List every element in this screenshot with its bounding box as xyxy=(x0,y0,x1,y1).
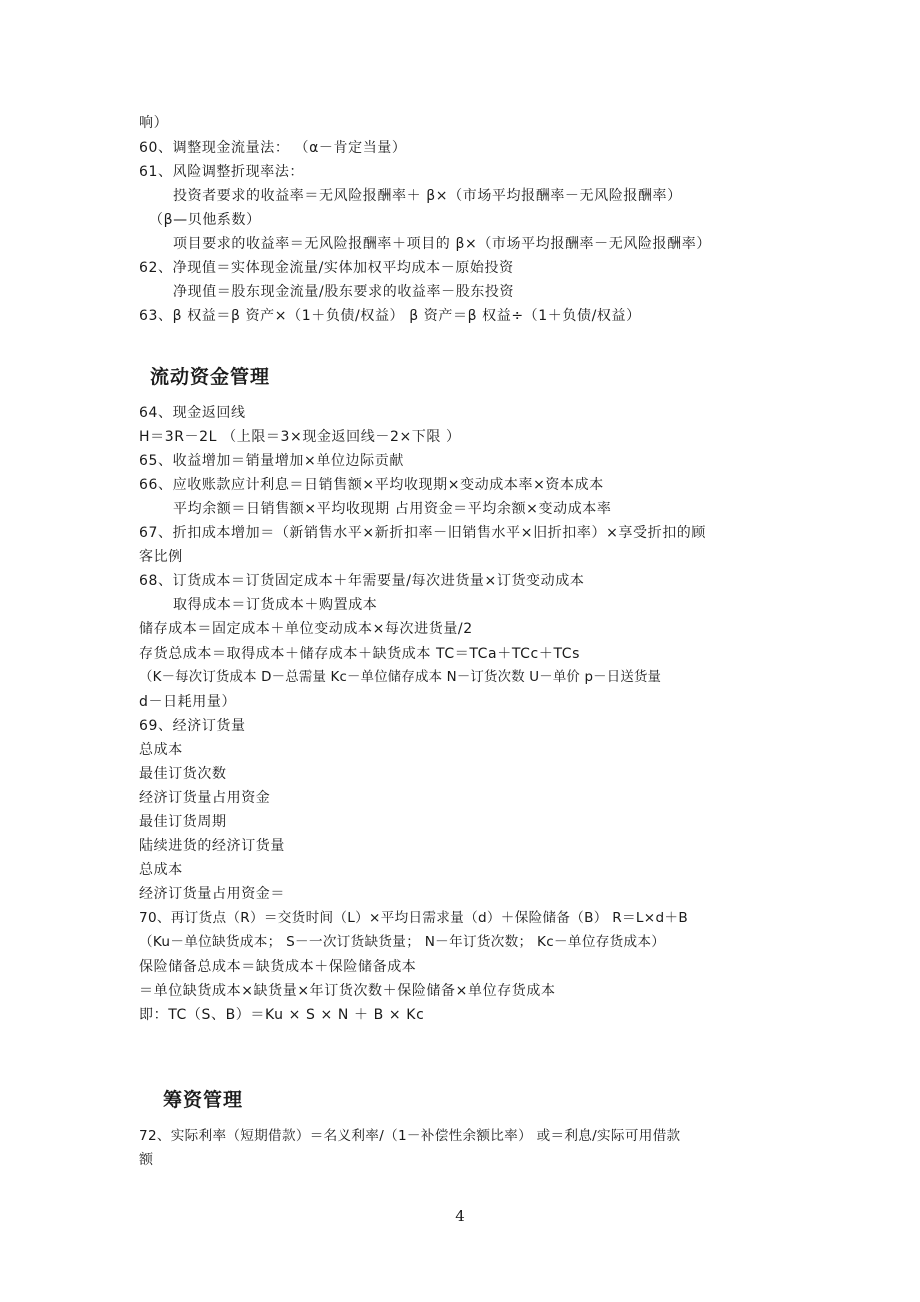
text-line: 陆续进货的经济订货量 xyxy=(139,838,285,854)
text-line: 额 xyxy=(139,1152,154,1168)
text-line: 70、再订货点（R）＝交货时间（L）×平均日需求量（d）＋保险储备（B） R＝L×d＋B xyxy=(139,910,688,926)
text-line: 存货总成本＝取得成本＋储存成本＋缺货成本 TC＝TCa＋TCc＋TCs xyxy=(139,646,581,662)
text-line: （K－每次订货成本 D－总需量 Kc－单位储存成本 N－订货次数 U－单价 p－日送货量 xyxy=(139,670,662,685)
text-line: 最佳订货周期 xyxy=(139,814,227,830)
text-line: 67、折扣成本增加＝（新销售水平×新折扣率－旧销售水平×旧折扣率）×享受折扣的顾 xyxy=(139,525,707,541)
text-line: 总成本 xyxy=(139,862,183,878)
text-line: 经济订货量占用资金 xyxy=(139,790,271,806)
text-line: 69、经济订货量 xyxy=(139,718,246,734)
text-line: 经济订货量占用资金＝ xyxy=(139,886,285,902)
text-line: 储存成本＝固定成本＋单位变动成本×每次进货量/2 xyxy=(139,621,473,637)
text-line: 65、收益增加＝销量增加×单位边际贡献 xyxy=(139,453,404,469)
text-line: 保险储备总成本＝缺货成本＋保险储备成本 xyxy=(139,959,417,975)
text-line: 取得成本＝订货成本＋购置成本 xyxy=(173,597,378,613)
text-line: 72、实际利率（短期借款）＝名义利率/（1－补偿性余额比率） 或＝利息/实际可用借款 xyxy=(139,1128,681,1144)
text-line: 项目要求的收益率＝无风险报酬率＋项目的 β×（市场平均报酬率－无风险报酬率） xyxy=(173,236,711,252)
text-line: 平均余额＝日销售额×平均收现期 占用资金＝平均余额×变动成本率 xyxy=(173,501,612,517)
text-line: 响） xyxy=(139,115,169,131)
text-line: 净现值＝股东现金流量/股东要求的收益率－股东投资 xyxy=(173,284,515,300)
text-line: 60、调整现金流量法： （α－肯定当量） xyxy=(139,140,407,156)
text-line: ＝单位缺货成本×缺货量×年订货次数＋保险储备×单位存货成本 xyxy=(139,983,556,999)
text-line: 66、应收账款应计利息＝日销售额×平均收现期×变动成本率×资本成本 xyxy=(139,477,604,493)
page-number: 4 xyxy=(455,1207,465,1225)
text-line: 总成本 xyxy=(139,742,183,758)
text-line: 64、现金返回线 xyxy=(139,405,246,421)
text-line: 62、净现值＝实体现金流量/实体加权平均成本－原始投资 xyxy=(139,260,514,276)
section-heading: 流动资金管理 xyxy=(150,366,271,388)
text-line: d－日耗用量） xyxy=(139,694,237,710)
text-line: 投资者要求的收益率＝无风险报酬率＋ β×（市场平均报酬率－无风险报酬率） xyxy=(173,188,682,204)
text-line: 68、订货成本＝订货固定成本＋年需要量/每次进货量×订货变动成本 xyxy=(139,573,585,589)
text-line: 63、β 权益＝β 资产×（1＋负债/权益） β 资产＝β 权益÷（1＋负债/权益） xyxy=(139,308,641,324)
text-line: （Ku－单位缺货成本； S－一次订货缺货量； N－年订货次数； Kc－单位存货成本） xyxy=(139,934,666,950)
text-line: 最佳订货次数 xyxy=(139,766,227,782)
text-line: H＝3R－2L （上限＝3×现金返回线－2×下限 ） xyxy=(139,429,461,445)
text-line: （β—贝他系数） xyxy=(149,212,261,228)
section-heading: 筹资管理 xyxy=(163,1089,244,1111)
text-line: 客比例 xyxy=(139,549,183,565)
text-line: 即：TC（S、B）＝Ku × S × N ＋ B × Kc xyxy=(139,1007,425,1023)
text-line: 61、风险调整折现率法： xyxy=(139,164,305,180)
